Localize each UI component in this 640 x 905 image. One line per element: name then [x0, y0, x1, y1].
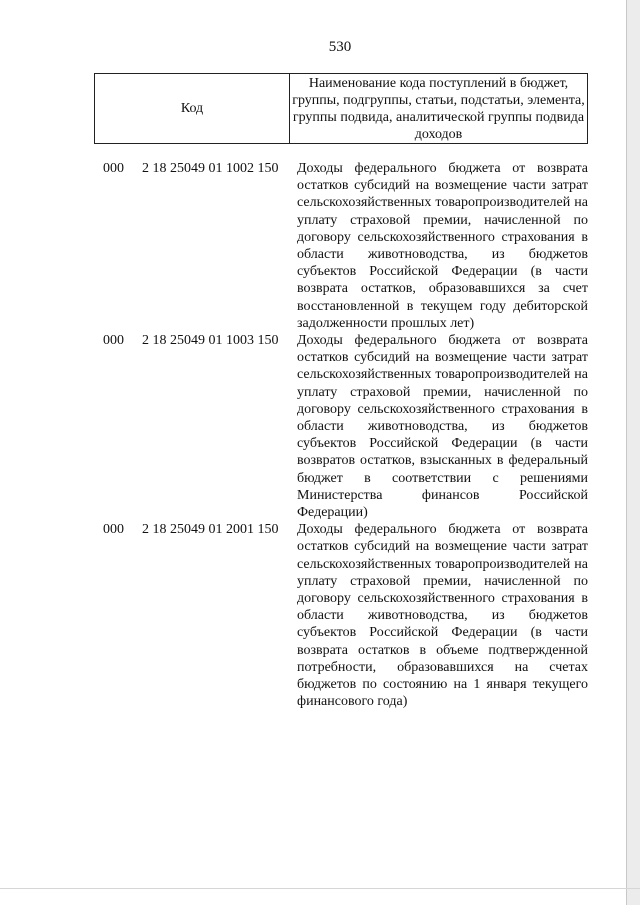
entry-description: Доходы федерального бюджета от возврата остатков субсидий на возмещение части затрат сельскохозяйственных товаропроизводителей на уплату страховой премии, начисленной по договору сельскохозяйственного страхования в области животноводства, из бюджетов субъектов Российской Федерации (в части возврата остатков, образовавшихся за счет восстановленной в текущем году дебиторской задолженности прошлых лет)	[297, 161, 588, 331]
code-column-header: Код	[95, 74, 290, 144]
budget-classification-code: 2 18 25049 01 1003 150	[142, 333, 279, 349]
entry-row	[0, 332, 640, 521]
table-header	[94, 73, 588, 144]
entry-description: Доходы федерального бюджета от возврата остатков субсидий на возмещение части затрат сельскохозяйственных товаропроизводителей на уплату страховой премии, начисленной по договору сельскохозяйственного страхования в области животноводства, из бюджетов субъектов Российской Федерации (в части возврата остатков в объеме подтвержденной потребности, образовавшихся на счетах бюджетов по состоянию на 1 января текущего финансового года)	[297, 522, 588, 710]
entry-row	[0, 521, 640, 710]
entry-row	[0, 160, 640, 332]
budget-classification-code: 2 18 25049 01 1002 150	[142, 161, 279, 176]
entries-list	[0, 160, 640, 711]
entry-description: Доходы федерального бюджета от возврата остатков субсидий на возмещение части затрат сельскохозяйственных товаропроизводителей на уплату страховой премии, начисленной по договору сельскохозяйственного страхования в области животноводства, из бюджетов субъектов Российской Федерации (в части возвратов остатков, взысканных в федеральный бюджет в соответствии с решениями Министерства финансов Российской Федерации)	[297, 333, 588, 521]
page-number: 530	[328, 39, 352, 55]
name-column-header: Наименование кода поступлений в бюджет, группы, подгруппы, статьи, подстатьи, элемента, группы подвида, аналитической группы подвида доходов	[290, 74, 588, 144]
agency-code: 000	[103, 333, 124, 349]
budget-classification-code: 2 18 25049 01 2001 150	[142, 522, 279, 538]
scan-line	[0, 888, 640, 889]
agency-code: 000	[103, 522, 124, 538]
agency-code: 000	[103, 161, 124, 176]
